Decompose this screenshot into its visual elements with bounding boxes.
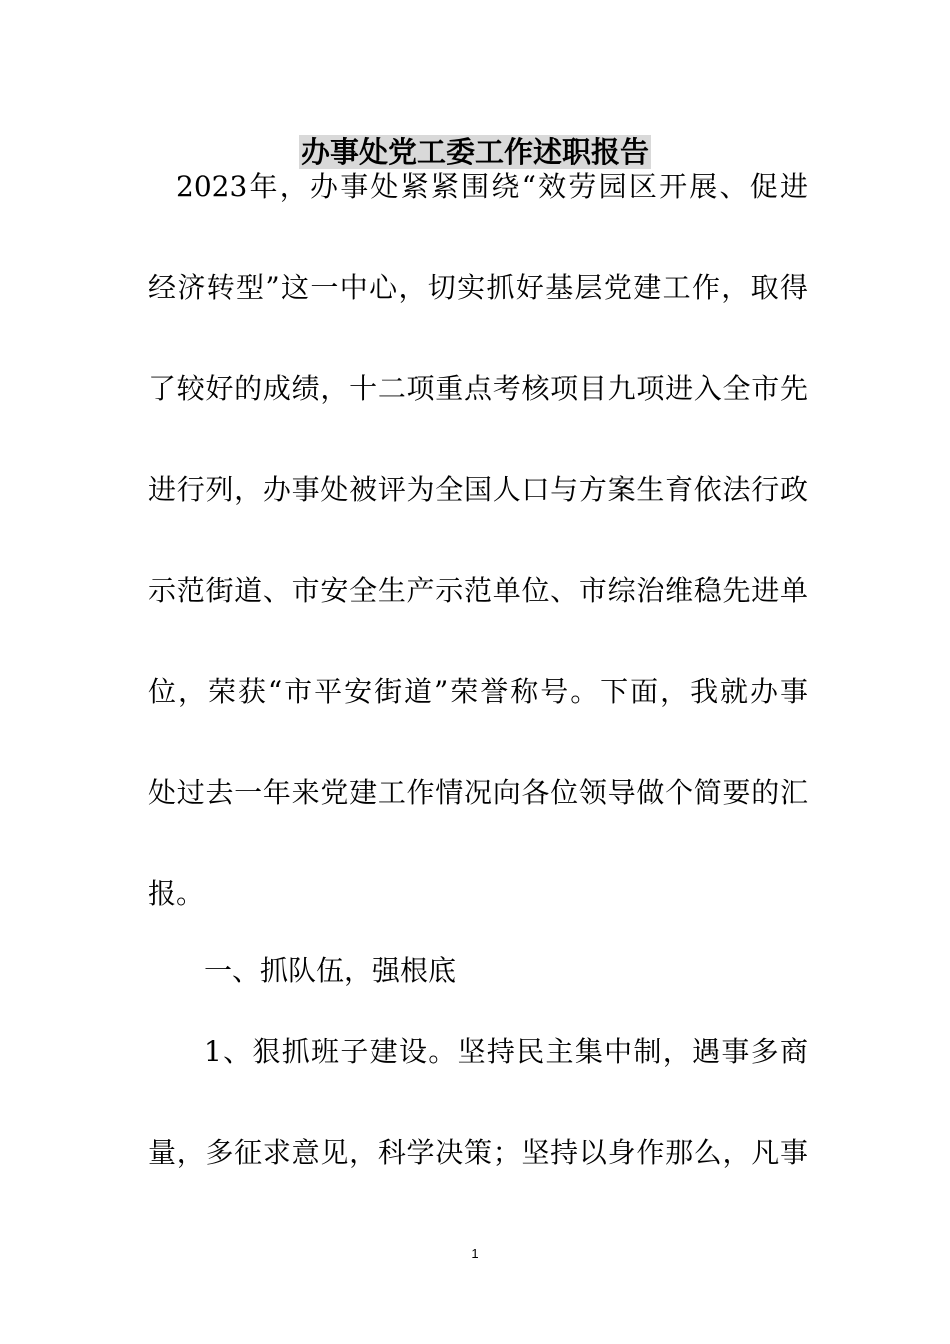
paragraph-line-2: 经济转型”这一中心，切实抓好基层党建工作，取得 bbox=[148, 271, 808, 304]
paragraph-line-6: 位，荣获“市平安街道”荣誉称号。下面，我就办事 bbox=[148, 675, 808, 708]
document-title: 办事处党工委工作述职报告 bbox=[300, 135, 649, 169]
paragraph-line-4: 进行列，办事处被评为全国人口与方案生育依法行政 bbox=[148, 473, 808, 506]
paragraph-line-1: 2023年，办事处紧紧围绕“效劳园区开展、促进 bbox=[176, 170, 808, 203]
page-number: 1 bbox=[471, 1246, 479, 1261]
paragraph-line-10: 量，多征求意见，科学决策；坚持以身作那么，凡事 bbox=[148, 1136, 808, 1169]
paragraph-line-7: 处过去一年来党建工作情况向各位领导做个简要的汇 bbox=[148, 776, 808, 809]
paragraph-line-3: 了较好的成绩，十二项重点考核项目九项进入全市先 bbox=[148, 372, 808, 405]
paragraph-line-8: 报。 bbox=[148, 877, 205, 910]
section-heading: 一、抓队伍，强根底 bbox=[204, 954, 457, 987]
paragraph-line-5: 示范街道、市安全生产示范单位、市综治维稳先进单 bbox=[148, 574, 808, 607]
paragraph-line-9: 1、狠抓班子建设。坚持民主集中制，遇事多商 bbox=[204, 1035, 808, 1068]
